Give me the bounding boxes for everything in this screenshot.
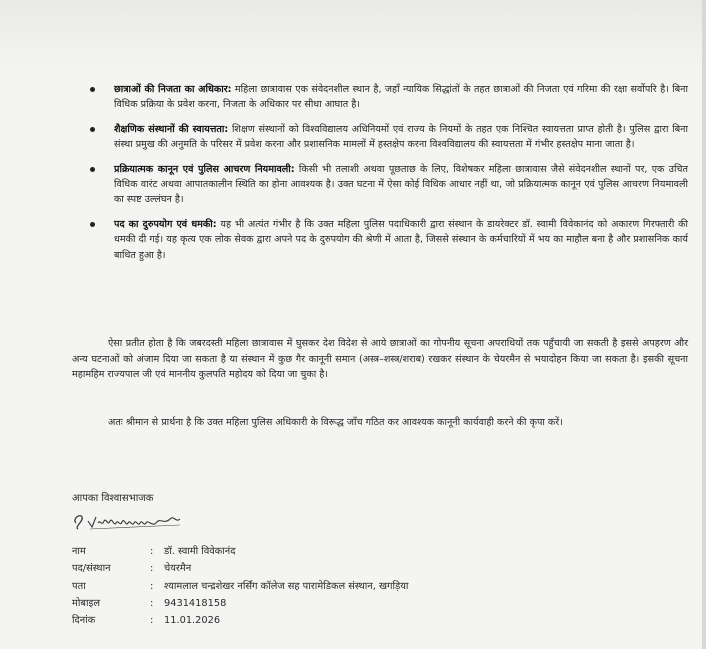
detail-separator: : [150,615,154,627]
scan-edge [702,0,706,649]
bullet-text: महिला छात्रावास एक संवेदनशील स्थान है, जहाँ न्यायिक सिद्धांतों के तहत छात्राओं की निजता एवं गरिमा की रक्षा सर्वोपरि है। बिना विधिक प्रक्रिया के प्रवेश करना, निजता के अधिकार पर सीधा आघात है। [114,84,688,111]
detail-label: पता [72,580,86,592]
detail-label: मोबाइल [72,597,100,609]
bullet-item-privacy [88,82,688,113]
detail-separator: : [150,563,154,575]
detail-row-designation [72,560,408,577]
bullet-heading: शैक्षणिक संस्थानों की स्वायत्तता: [114,123,229,135]
paragraph-concern: ऐसा प्रतीत होता है कि जबरदस्ती महिला छात्रावास में घुसकर देश विदेश से आये छात्राओं का गोपनीय सूचना अपराधियों तक पहुँचायी जा सकती है इससे अपहरण और अन्य घटनाओं को अंजाम दिया जा सकता है या संस्थान में कुछ गैर कानूनी समान (अस्त्र–शस्त्र/शराब) रखकर संस्थान के चेयरमैन से भयादोहन किया जा सकता है। इसकी सूचना महामहिम राज्यपाल जी एवं माननीय कुलपति महोदय को दिया जा चुका है। [72,338,688,381]
bullet-item-misuse-of-office [88,217,688,263]
paragraph-request: अतः श्रीमान से प्रार्थना है कि उक्त महिला पुलिस अधिकारी के विरूद्ध जाँच गठित कर आवश्यक कानूनी कार्यवाही करने की कृपा करें। [108,417,563,428]
signature-image [70,505,190,533]
bullet-dot-icon [90,87,95,92]
detail-label: नाम [72,546,86,557]
detail-row-name [72,543,408,560]
bullet-item-autonomy [88,122,688,153]
bullet-list [88,82,688,272]
bullet-heading: प्रक्रियात्मक कानून एवं पुलिस आचरण नियमावली: [114,163,295,175]
detail-row-mobile [72,595,408,612]
bullet-dot-icon [90,127,95,132]
detail-row-date [72,612,408,629]
detail-separator: : [150,597,154,609]
closing-salutation: आपका विश्वासभाजक [72,493,154,504]
detail-row-address [72,578,408,595]
detail-separator: : [150,546,154,557]
bullet-text: शिक्षण संस्थानों को विश्वविद्यालय अधिनियमों एवं राज्य के नियमों के तहत एक निश्चित स्वायत्तता प्राप्त होती है। पुलिस द्वारा बिना संस्था प्रमुख की अनुमति के परिसर में प्रवेश करना और प्रशासनिक मामलों में हस्तक्षेप करना विश्वविद्यालय की स्वायत्तता में गंभीर हस्तक्षेप माना जाता है। [114,123,688,151]
bullet-dot-icon [90,222,95,227]
detail-label: पद/संस्थान [72,563,111,575]
detail-value: 11.01.2026 [164,615,221,627]
detail-value: श्यामलाल चन्द्रशेखर नर्सिंग कॉलेज सह पारामेडिकल संस्थान, खगड़िया [164,580,409,592]
detail-value: डॉ. स्वामी विवेकानंद [164,546,236,557]
bullet-text: किसी भी तलाशी अथवा पूछताछ के लिए, विशेषकर महिला छात्रावास जैसे संवेदनशील स्थानों पर, एक उचित विधिक वारंट अथवा आपातकालीन स्थिति का होना आवश्यक है। उक्त घटना में ऐसा कोई विधिक आधार नहीं था, जो प्रक्रियात्मक कानून एवं पुलिस आचरण नियमावली का स्पष्ट उल्लंघन है। [114,163,688,206]
bullet-heading: पद का दुरुपयोग एवं धमकी: [114,218,217,230]
sender-details [72,543,408,629]
detail-value: 9431418158 [164,597,227,609]
detail-label: दिनांक [72,615,96,627]
detail-value: चेयरमैन [164,563,192,575]
bullet-item-procedural-law [88,162,688,208]
scan-shadow [0,0,706,70]
bullet-heading: छात्राओं की निजता का अधिकार: [114,84,232,95]
detail-separator: : [150,580,154,592]
bullet-dot-icon [90,167,95,172]
bullet-text: यह भी अत्यंत गंभीर है कि उक्त महिला पुलिस पदाधिकारी द्वारा संस्थान के डायरेक्टर डॉ. स्वामी विवेकानंद को अकारण गिरफ्तारी की धमकी दी गई। यह कृत्य एक लोक सेवक द्वारा अपने पद के दुरुपयोग की श्रेणी में आता है, जिससे संस्थान के कर्मचारियों में भय का माहौल बना है और प्रशासनिक कार्य बाधित हुआ है। [114,218,688,261]
